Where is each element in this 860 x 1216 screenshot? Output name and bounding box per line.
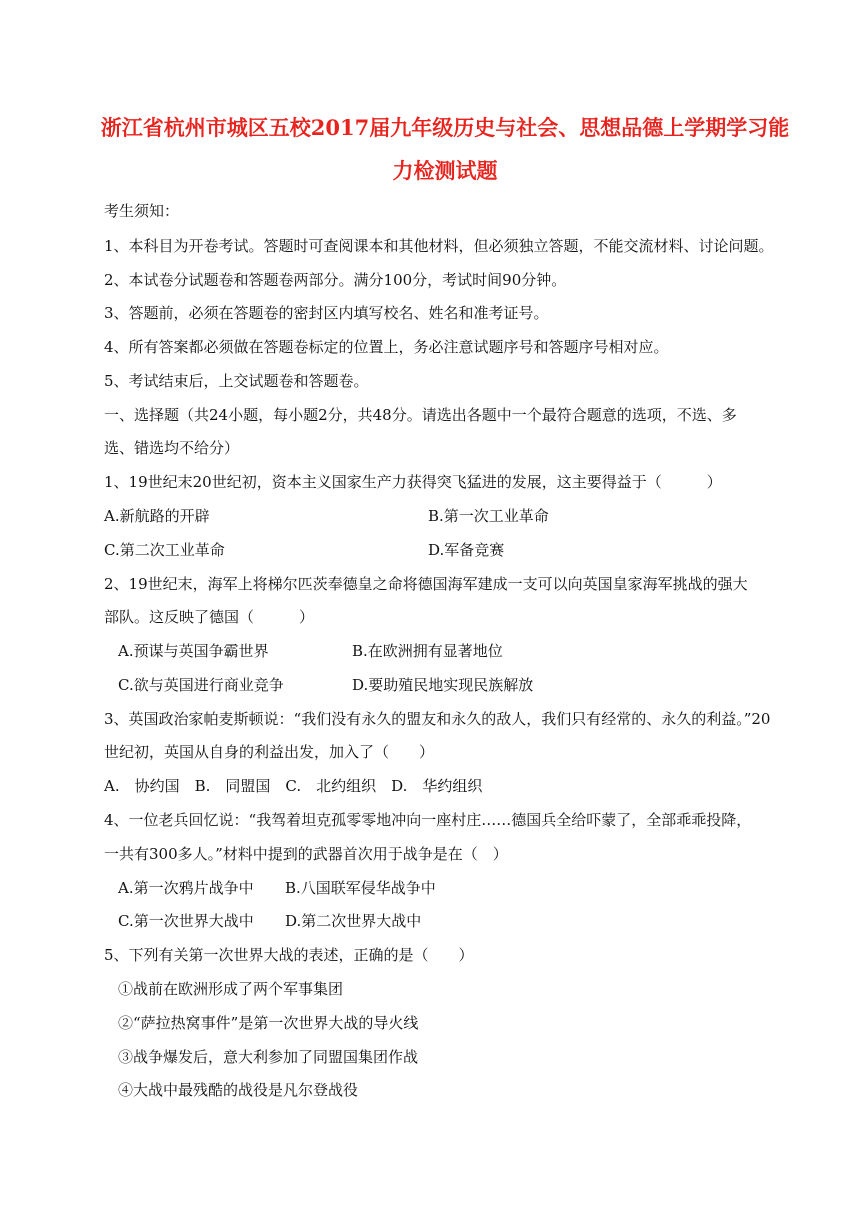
q5-item-3: ③战争爆发后，意大利参加了同盟国集团作战 <box>118 1048 419 1066</box>
q1-option-a: A.新航路的开辟 <box>104 507 210 525</box>
section1-intro-line1: 一、选择题（共24小题，每小题2分，共48分。请选出各题中一个最符合题意的选项，不选、多 <box>104 406 737 424</box>
q2-option-d: D.要助殖民地实现民族解放 <box>352 676 534 694</box>
q1-option-d: D.军备竞赛 <box>428 541 505 559</box>
exam-title-line1: 浙江省杭州市城区五校2017届九年级历史与社会、思想品德上学期学习能 <box>100 115 790 140</box>
q4-option-a: A.第一次鸦片战争中 <box>118 879 254 897</box>
section1-intro-line2: 选、错选均不给分） <box>104 439 240 457</box>
q4-option-d: D.第二次世界大战中 <box>285 912 422 930</box>
q2-option-a: A.预谋与英国争霸世界 <box>118 642 269 660</box>
q3-stem-line1: 3、英国政治家帕麦斯顿说：“我们没有永久的盟友和永久的敌人，我们只有经常的、永久的利益。”20 <box>104 710 771 728</box>
q3-options: A. 协约国 B. 同盟国 C. 北约组织 D. 华约组织 <box>104 777 483 795</box>
q4-stem-line2: 一共有300多人。”材料中提到的武器首次用于战争是在（ ） <box>104 845 508 863</box>
q5-item-4: ④大战中最残酷的战役是凡尔登战役 <box>118 1081 359 1099</box>
notice-item-3: 3、答题前，必须在答题卷的密封区内填写校名、姓名和准考证号。 <box>104 304 549 322</box>
q1-option-b: B.第一次工业革命 <box>428 507 549 525</box>
q2-stem-line1: 2、19世纪末，海军上将梯尔匹茨奉德皇之命将德国海军建成一支可以向英国皇家海军挑战的强大 <box>104 575 748 593</box>
notice-item-4: 4、所有答案都必须做在答题卷标定的位置上，务必注意试题序号和答题序号相对应。 <box>104 338 669 356</box>
q5-item-2: ②“萨拉热窝事件”是第一次世界大战的导火线 <box>118 1014 419 1032</box>
notice-item-1: 1、本科目为开卷考试。答题时可查阅课本和其他材料，但必须独立答题，不能交流材料、讨论问题。 <box>104 237 774 255</box>
q4-option-c: C.第一次世界大战中 <box>118 912 254 930</box>
q4-stem-line1: 4、一位老兵回忆说：“我驾着坦克孤零零地冲向一座村庄……德国兵全给吓蒙了，全部乖乖投降， <box>104 811 752 829</box>
exam-title-line2: 力检测试题 <box>392 158 498 183</box>
q2-option-c: C.欲与英国进行商业竞争 <box>118 676 284 694</box>
q2-stem-line2: 部队。这反映了德国（ ） <box>104 608 315 626</box>
notice-item-5: 5、考试结束后，上交试题卷和答题卷。 <box>104 372 369 390</box>
notice-heading: 考生须知： <box>104 202 180 220</box>
q1-stem: 1、19世纪末20世纪初，资本主义国家生产力获得突飞猛进的发展，这主要得益于（ ） <box>104 473 722 491</box>
q3-stem-line2: 世纪初，英国从自身的利益出发，加入了（ ） <box>104 743 435 761</box>
q5-item-1: ①战前在欧洲形成了两个军事集团 <box>118 980 344 998</box>
q5-stem: 5、下列有关第一次世界大战的表述，正确的是（ ） <box>104 946 474 964</box>
q4-option-b: B.八国联军侵华战争中 <box>285 879 436 897</box>
q2-option-b: B.在欧洲拥有显著地位 <box>352 642 503 660</box>
q1-option-c: C.第二次工业革命 <box>104 541 225 559</box>
notice-item-2: 2、本试卷分试题卷和答题卷两部分。满分100分，考试时间90分钟。 <box>104 271 567 289</box>
